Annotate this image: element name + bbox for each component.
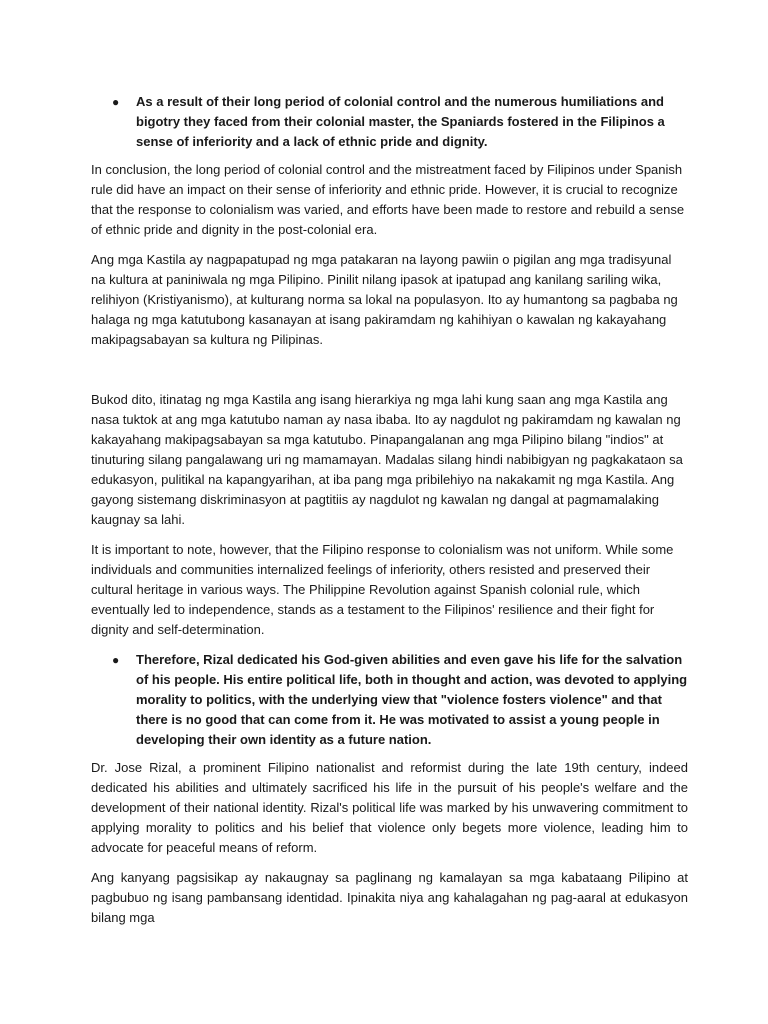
bullet-text: As a result of their long period of colonial control and the numerous humiliations and bigotry they faced from their colonial master, the Spaniards fostered in the Filipinos a sense of inferiority and a lack of ethnic pride and dignity. [136,94,665,149]
blank-space [91,360,688,390]
paragraph: It is important to note, however, that the Filipino response to colonialism was not uniform. While some individuals and communities internalized feelings of inferiority, others resisted and preserved their cultural heritage in various ways. The Philippine Revolution against Spanish colonial rule, which eventually led to independence, stands as a testament to the Filipinos' resilience and their fight for dignity and self-determination. [91,542,674,637]
bullet-dot-icon: ● [112,653,120,667]
paragraph: Ang mga Kastila ay nagpapatupad ng mga patakaran na layong pawiin o pigilan ang mga tradisyunal na kultura at paniniwala ng mga Pilipino. Pinilit nilang ipasok at ipatupad ang kanilang sariling wika, relihiyon (Kristiyanismo), at kulturang norma sa lokal na populasyon. Ito ay humantong sa pagbaba ng halaga ng mga katutubong kasanayan at isang pakiramdam ng kahihiyan o kawalan ng kakayahang makipagsabayan sa kultura ng Pilipinas. [91,252,678,347]
paragraph: Dr. Jose Rizal, a prominent Filipino nationalist and reformist during the late 19th century, indeed dedicated his abilities and ultimately sacrificed his life in the pursuit of his people's welfare and the development of their national identity. Rizal's political life was marked by his unwavering commitment to applying morality to politics and his belief that violence only begets more violence, leading him to advocate for peaceful means of reform. [91,760,688,855]
bullet-dot-icon: ● [112,95,120,109]
bullet-item [112,92,688,152]
paragraph: Ang kanyang pagsisikap ay nakaugnay sa paglinang ng kamalayan sa mga kabataang Pilipino at pagbubuo ng isang pambansang identidad. Ipinakita niya ang kahalagahan ng pag-aaral at edukasyon bilang mga [91,870,688,925]
paragraph: In conclusion, the long period of colonial control and the mistreatment faced by Filipinos under Spanish rule did have an impact on their sense of inferiority and ethnic pride. However, it is crucial to recognize that the response to colonialism was varied, and efforts have been made to restore and rebuild a sense of ethnic pride and dignity in the post-colonial era. [91,162,685,237]
paragraph: Bukod dito, itinatag ng mga Kastila ang isang hierarkiya ng mga lahi kung saan ang mga Kastila ang nasa tuktok at ang mga katutubo naman ay nasa ibaba. Ito ay nagdulot ng pakiramdam ng kawalan ng kakayahang makipagsabayan sa mga katutubo. Pinapangalanan ang mga Pilipino bilang "indios" at tinuturing silang pangalawang uri ng mamamayan. Madalas silang hindi nabibigyan ng pagkakataon sa edukasyon, pulitikal na kapangyarihan, at iba pang mga pribilehiyo na nakakamit ng mga Kastila. Ang gayong sistemang diskriminasyon at pagtitiis ay nagdulot ng kawalan ng dangal at pagmamalaking kaugnay sa lahi. [91,392,683,527]
bullet-text: Therefore, Rizal dedicated his God-given abilities and even gave his life for the salvation of his people. His entire political life, both in thought and action, was devoted to applying morality to politics, with the underlying view that "violence fosters violence" and that there is no good that can come from it. He was motivated to assist a young people in developing their own identity as a future nation. [136,652,688,747]
bullet-item [112,650,688,750]
